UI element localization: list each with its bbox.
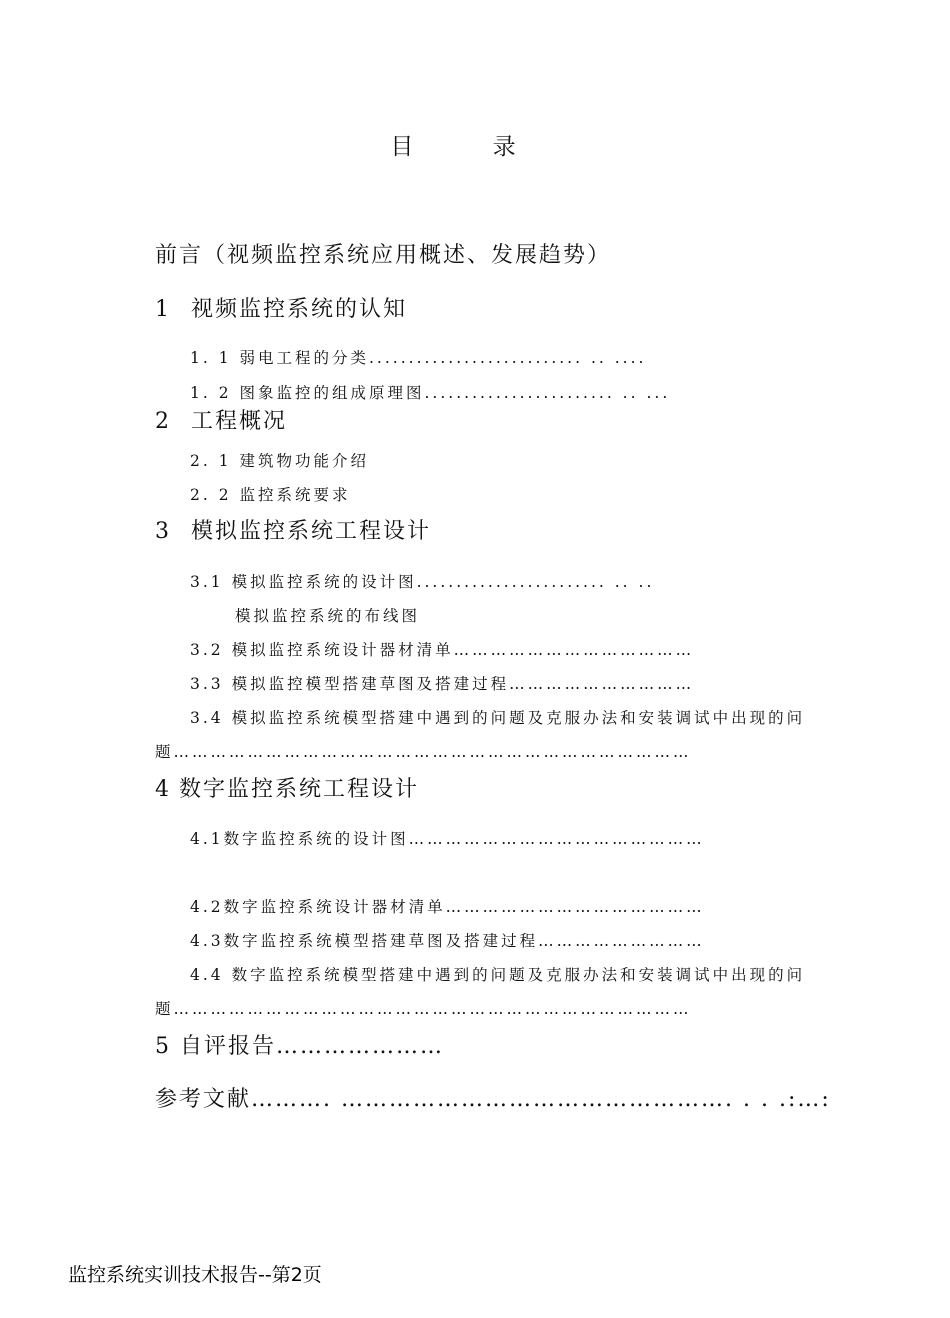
section-title: 数字监控系统工程设计 — [179, 777, 420, 802]
toc-item-3-3[interactable]: 3.3 模拟监控模型搭建草图及搭建过程………………………… — [190, 675, 695, 693]
section-title: 视频监控系统的认知 — [191, 297, 408, 322]
section-number: 2 — [155, 409, 171, 434]
section-number: 4 — [155, 777, 171, 802]
toc-item-2-2[interactable]: 2. 2 监控系统要求 — [190, 486, 351, 504]
toc-preface[interactable]: 前言（视频监控系统应用概述、发展趋势） — [155, 243, 612, 268]
toc-section-2[interactable] — [155, 404, 287, 435]
toc-item-4-2[interactable]: 4.2数字监控系统设计器材清单…………………………………… — [190, 898, 705, 916]
section-title: 工程概况 — [191, 409, 288, 434]
toc-item-3-1-sub[interactable]: 模拟监控系统的布线图 — [235, 607, 421, 625]
toc-item-3-1[interactable]: 3.1 模拟监控系统的设计图........................ .. .. — [190, 573, 655, 591]
toc-item-4-4[interactable]: 4.4 数字监控系统模型搭建中遇到的问题及克服办法和安装调试中出现的问 — [190, 966, 806, 984]
page-footer: 监控系统实训技术报告--第2页 — [68, 1264, 322, 1286]
toc-section-4[interactable] — [155, 772, 419, 803]
toc-item-3-2[interactable]: 3.2 模拟监控系统设计器材清单………………………………… — [190, 641, 695, 659]
toc-item-4-4-cont[interactable]: 题………………………………………………………………………… — [155, 1000, 692, 1018]
toc-item-4-3[interactable]: 4.3数字监控系统模型搭建草图及搭建过程……………………… — [190, 932, 705, 950]
toc-item-1-2[interactable]: 1. 2 图象监控的组成原理图........................ .. ... — [190, 384, 671, 402]
toc-item-2-1[interactable]: 2. 1 建筑物功能介绍 — [190, 452, 370, 470]
toc-references[interactable]: 参考文献………. …………………………………………. . . .:…: — [155, 1087, 831, 1112]
toc-item-1-1[interactable]: 1. 1 弱电工程的分类........................... .. .... — [190, 349, 647, 367]
toc-section-3[interactable] — [155, 514, 431, 545]
toc-section-1[interactable] — [155, 292, 407, 323]
toc-item-3-4-cont[interactable]: 题………………………………………………………………………… — [155, 743, 692, 761]
page-title: 目 录 — [390, 134, 552, 160]
toc-item-4-1[interactable]: 4.1数字监控系统的设计图………………………………………… — [190, 830, 705, 848]
section-number: 3 — [155, 519, 171, 544]
toc-item-3-4[interactable]: 3.4 模拟监控系统模型搭建中遇到的问题及克服办法和安装调试中出现的问 — [190, 709, 806, 727]
section-title: 模拟监控系统工程设计 — [191, 519, 432, 544]
section-number: 1 — [155, 297, 171, 322]
toc-section-5[interactable]: 5 自评报告………………… — [155, 1034, 444, 1059]
